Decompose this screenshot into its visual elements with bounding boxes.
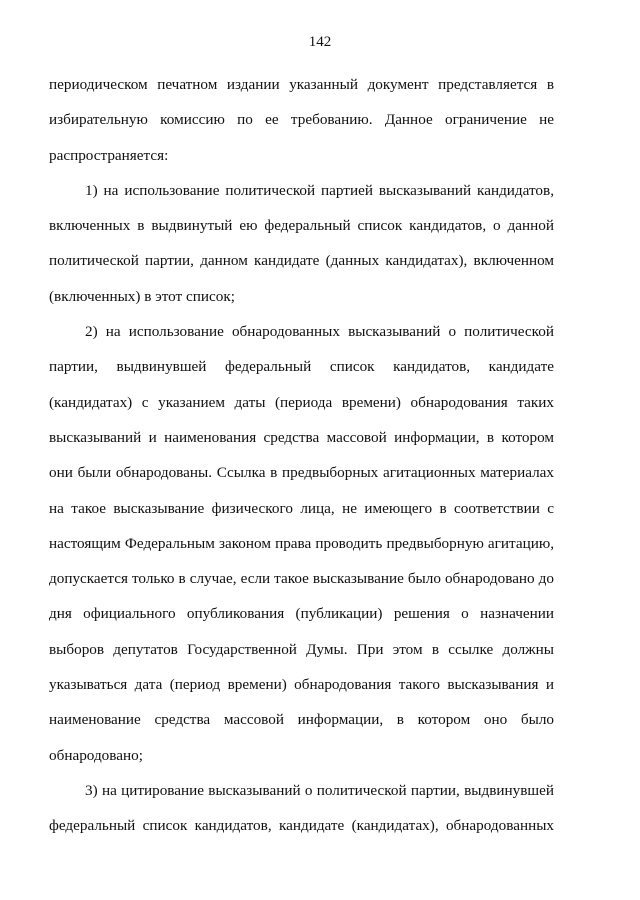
paragraph-item-3 — [49, 773, 554, 844]
text-line: на такое высказывание физического лица, не имеющего в соответствии с — [49, 499, 554, 517]
text-line: указываться дата (период времени) обнародования такого высказывания и — [49, 676, 554, 694]
text-line: выборов депутатов Государственной Думы. При этом в ссылке должны — [49, 640, 554, 658]
text-line: настоящим Федеральным законом права проводить предвыборную агитацию, — [49, 534, 554, 552]
text-line: политической партии, данном кандидате (данных кандидатах), включенном — [49, 252, 554, 270]
text-line: распространяется: — [49, 146, 169, 164]
paragraph-item-2 — [49, 314, 554, 773]
text-line: они были обнародованы. Ссылка в предвыборных агитационных материалах — [49, 464, 554, 482]
text-line: избирательную комиссию по ее требованию. Данное ограничение не — [49, 111, 554, 129]
text-line: (кандидатах) с указанием даты (периода времени) обнародования таких — [49, 393, 554, 411]
paragraph-item-1 — [49, 173, 554, 314]
text-line: 1) на использование политической партией высказываний кандидатов, — [85, 181, 554, 199]
document-body — [49, 67, 554, 844]
text-line: (включенных) в этот список; — [49, 287, 235, 305]
paragraph-intro — [49, 67, 554, 173]
text-line: партии, выдвинувшей федеральный список кандидатов, кандидате — [49, 358, 554, 376]
text-line: высказываний и наименования средства массовой информации, в котором — [49, 428, 554, 446]
text-line: 2) на использование обнародованных высказываний о политической — [85, 323, 554, 341]
text-line: допускается только в случае, если такое высказывание было обнародовано до — [49, 570, 554, 588]
text-line: включенных в выдвинутый ею федеральный список кандидатов, о данной — [49, 217, 554, 235]
page-number: 142 — [308, 34, 332, 50]
text-line: периодическом печатном издании указанный документ представляется в — [49, 76, 554, 93]
text-line: дня официального опубликования (публикации) решения о назначении — [49, 605, 554, 623]
text-line: наименование средства массовой информации, в котором оно было — [49, 711, 554, 729]
text-line: 3) на цитирование высказываний о политической партии, выдвинувшей — [85, 781, 554, 799]
text-line: федеральный список кандидатов, кандидате (кандидатах), обнародованных — [49, 817, 554, 835]
text-line: обнародовано; — [49, 746, 143, 764]
